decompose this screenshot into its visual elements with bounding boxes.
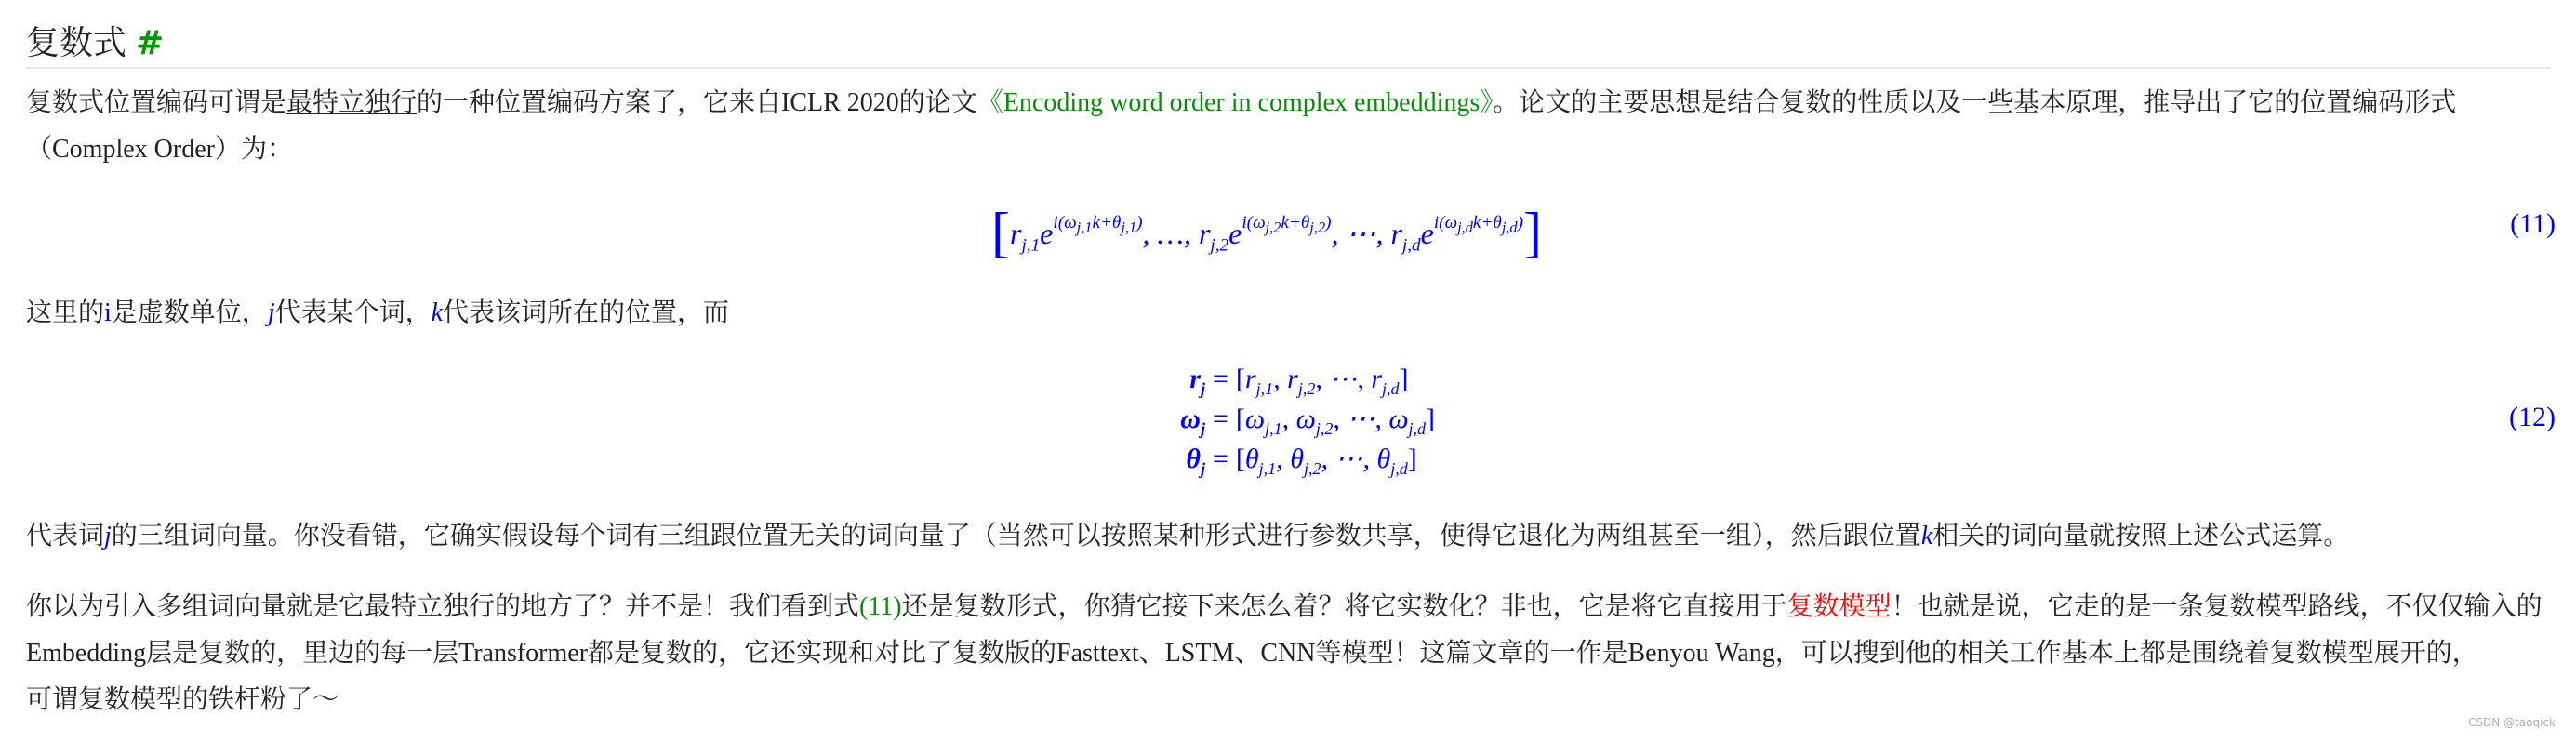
- math-symbol-k: k: [431, 298, 444, 327]
- paper-link[interactable]: 《Encoding word order in complex embeddings》: [976, 88, 1494, 117]
- equation-11: [$r_{j,1}e^{i(\omega_{j,1}k+\theta_{j,1})}$, …, $r_{j,2}e^{i(\omega_{j,2}k+\theta_{j,2})}$, ⋯, $r_{j,d}e^{i(\omega_{j,d}k+\theta_{j,d})}$]: [991, 202, 1542, 263]
- highlighted-text: 复数模型: [1786, 592, 1892, 621]
- text: 这里的: [26, 298, 105, 327]
- equation-number-11: (11): [2510, 208, 2556, 239]
- watermark: CSDN @taoqick: [2468, 716, 2556, 729]
- equation-row-r: $r_j = [r_{j,1}$, $r_{j,2}$, ⋯, $r_{j,d}$]: [1189, 364, 1409, 398]
- math-symbol-i: i: [104, 298, 112, 327]
- text: Embedding层是复数的，里边的每一层Transformer都是复数的，它还实现和对比了复数版的Fasttext、LSTM、CNN等模型！这篇文章的一作是Benyou Wang，可以搜到他的相关工作基本上都是围绕着复数模型展开的，: [26, 639, 2478, 668]
- right-bracket: ]: [1522, 202, 1542, 263]
- text: 的一种位置编码方案了，它来自ICLR 2020的论文: [417, 88, 977, 117]
- equation-number-12: (12): [2509, 402, 2556, 432]
- left-bracket: [: [991, 202, 1010, 263]
- equation-row-omega: $\omega_j = [\omega_{j,1}$, $\omega_{j,2}$, ⋯, $\omega_{j,d}$]: [1180, 404, 1436, 438]
- article: [26, 0, 2556, 742]
- text: 。论文的主要思想是结合复数的性质以及一些基本原理，推导出了它的位置编码形式: [1493, 88, 2457, 117]
- section-heading: [26, 17, 164, 64]
- equation-reference-link[interactable]: (11): [859, 592, 902, 621]
- heading-divider: [26, 67, 2551, 69]
- paragraph-definitions: [26, 290, 729, 337]
- underlined-text: 最特立独行: [286, 88, 418, 117]
- text: 可谓复数模型的铁杆粉了～: [26, 685, 339, 714]
- math-symbol-j: j: [267, 298, 275, 327]
- anchor-link[interactable]: #: [136, 24, 165, 62]
- paragraph-word-vectors: [26, 513, 2349, 560]
- equation-12: [1133, 359, 1435, 479]
- text: 的三组词向量。你没看错，它确实假设每个词有三组跟位置无关的词向量了（当然可以按照某种形式进行参数共享，使得它退化为两组甚至一组），然后跟位置: [111, 522, 1921, 550]
- paragraph-intro: [26, 80, 2456, 173]
- text: 是虚数单位，: [111, 298, 268, 327]
- math-symbol-k: k: [1920, 522, 1933, 550]
- math-symbol-j: j: [104, 522, 112, 550]
- text: ！也就是说，它走的是一条复数模型路线，不仅仅输入的: [1891, 592, 2543, 621]
- text: 代表该词所在的位置，而: [443, 298, 730, 327]
- text: 相关的词向量就按照上述公式运算。: [1932, 522, 2350, 550]
- text: 复数式位置编码可谓是: [26, 88, 287, 117]
- paragraph-complex-model: [26, 584, 2543, 723]
- text: 代表词: [26, 522, 105, 550]
- text: 代表某个词，: [274, 298, 432, 327]
- text: 你以为引入多组词向量就是它最特立独行的地方了？并不是！我们看到式: [26, 592, 860, 621]
- text: （Complex Order）为：: [26, 135, 293, 164]
- equation-row-theta: $\theta_j = [\theta_{j,1}$, $\theta_{j,2}$, ⋯, $\theta_{j,d}$]: [1186, 444, 1417, 478]
- section-title: 复数式: [26, 24, 127, 62]
- text: 还是复数形式，你猜它接下来怎么着？将它实数化？非也，它是将它直接用于: [901, 592, 1787, 621]
